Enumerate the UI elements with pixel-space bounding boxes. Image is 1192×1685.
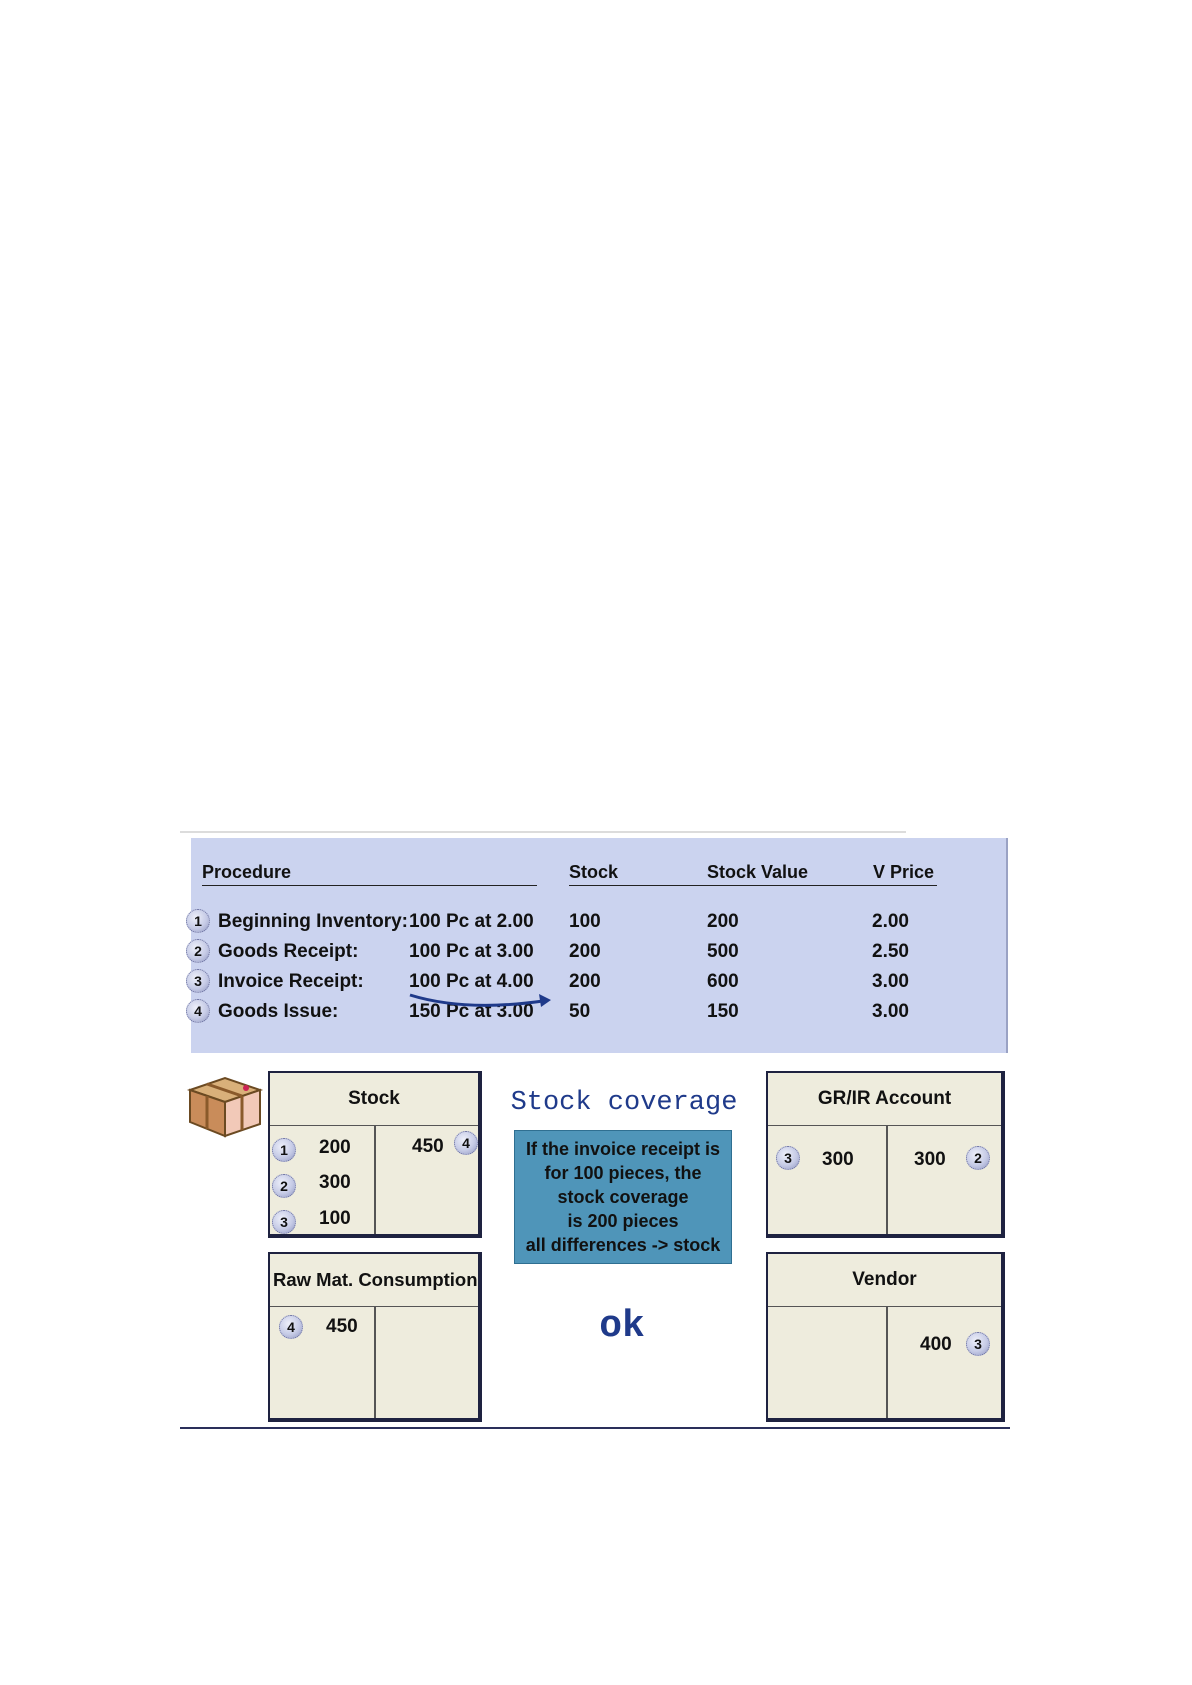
row-price: 2.50 [872,941,909,962]
info-line: is 200 pieces [567,1211,679,1231]
header-stock-value: Stock Value [707,862,873,886]
credit-amount: 400 [920,1334,952,1355]
row-label: Invoice Receipt: [218,971,364,992]
header-procedure: Procedure [202,862,537,886]
debit-amount: 200 [319,1137,351,1158]
step-badge: 4 [279,1315,303,1339]
t-account-divider [886,1125,888,1234]
step-badge: 2 [966,1146,990,1170]
info-box [514,1130,732,1264]
debit-amount: 100 [319,1208,351,1229]
row-stock: 100 [569,911,601,932]
top-rule [180,831,906,833]
row-price: 3.00 [872,971,909,992]
info-line: If the invoice receipt is [525,1139,721,1159]
step-badge: 3 [966,1332,990,1356]
step-badge: 3 [776,1146,800,1170]
row-stock: 200 [569,971,601,992]
header-stock: Stock [569,862,707,886]
row-stock: 50 [569,1001,591,1022]
curved-arrow-icon [405,990,555,1016]
row-detail: 100 Pc at 4.00 [409,971,534,992]
t-account-divider [374,1306,376,1418]
row-value: 600 [707,971,739,992]
debit-amount: 450 [326,1316,358,1337]
step-badge: 1 [186,909,210,933]
debit-amount: 300 [319,1172,351,1193]
bottom-rule [180,1427,1010,1429]
t-account-divider [374,1125,376,1234]
row-label: Goods Receipt: [218,941,359,962]
step-badge: 3 [272,1210,296,1234]
ok-label: ok [599,1305,645,1348]
step-badge: 4 [454,1131,478,1155]
stock-coverage-title: Stock coverage [510,1088,738,1118]
row-value: 200 [707,911,739,932]
row-value: 500 [707,941,739,962]
row-detail: 100 Pc at 3.00 [409,941,534,962]
package-icon [180,1068,270,1140]
grir-account [766,1071,1005,1238]
info-line: for 100 pieces, the [544,1163,702,1183]
stock-account [268,1071,482,1238]
step-badge: 2 [272,1174,296,1198]
debit-amount: 300 [822,1149,854,1170]
stock-account-title: Stock [270,1073,478,1126]
info-line: all differences -> stock [525,1235,721,1255]
vendor-account-title: Vendor [768,1254,1001,1307]
row-detail: 150 Pc at 3.00 [409,1001,534,1022]
procedure-panel [191,838,1008,1053]
vendor-account [766,1252,1005,1422]
step-badge: 2 [186,939,210,963]
step-badge: 1 [272,1138,296,1162]
row-value: 150 [707,1001,739,1022]
t-account-divider [886,1306,888,1418]
step-badge: 4 [186,999,210,1023]
row-label: Beginning Inventory: [218,911,408,932]
grir-account-title: GR/IR Account [768,1073,1001,1126]
row-label: Goods Issue: [218,1001,339,1022]
row-price: 2.00 [872,911,909,932]
info-line: stock coverage [557,1187,689,1207]
header-v-price: V Price [873,862,937,886]
raw-mat-consumption-account [268,1252,482,1422]
row-stock: 200 [569,941,601,962]
credit-amount: 450 [412,1136,444,1157]
raw-mat-account-title: Raw Mat. Consumption [270,1254,478,1307]
credit-amount: 300 [914,1149,946,1170]
row-detail: 100 Pc at 2.00 [409,911,534,932]
row-price: 3.00 [872,1001,909,1022]
step-badge: 3 [186,969,210,993]
